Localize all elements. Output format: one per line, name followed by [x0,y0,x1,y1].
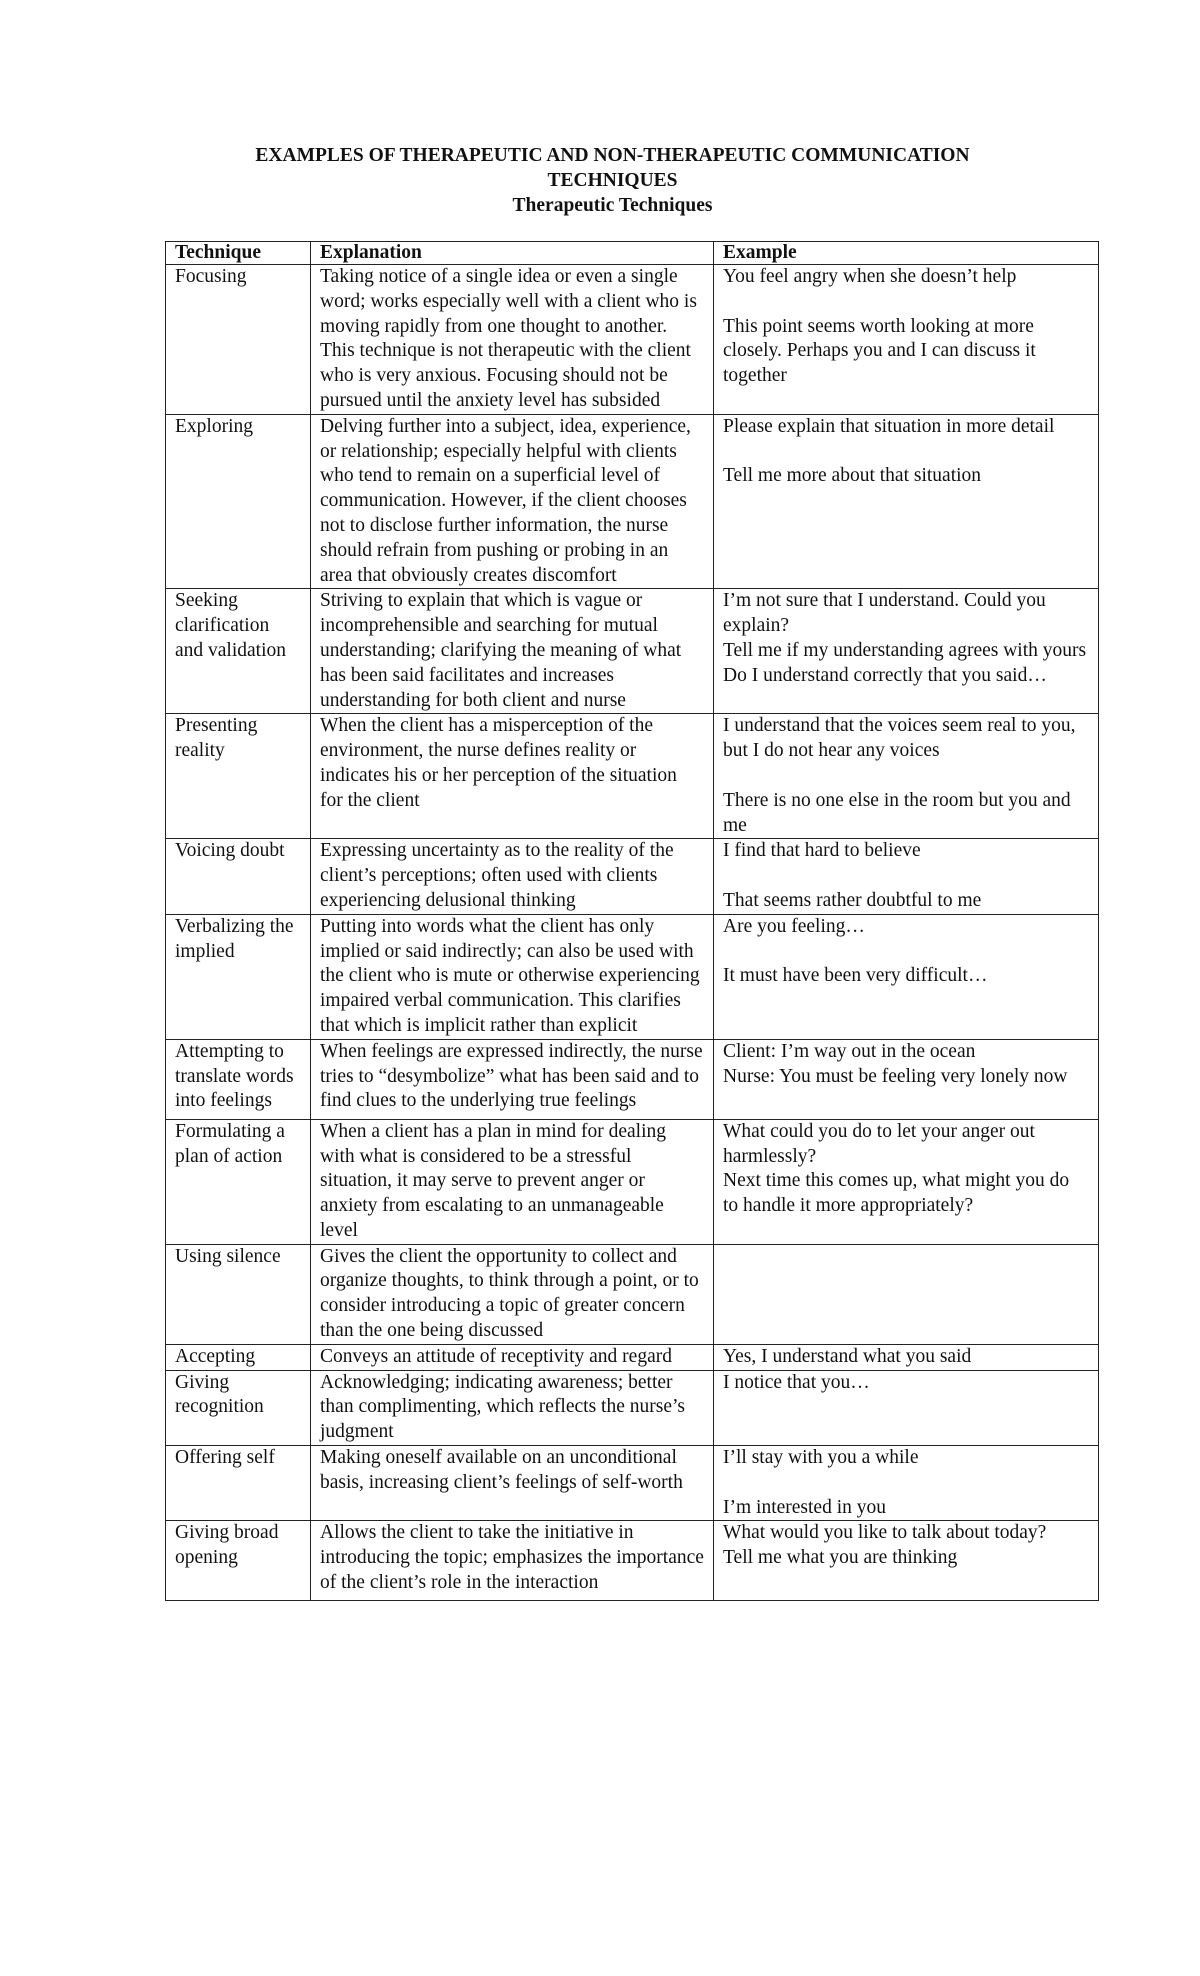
example-line: Do I understand correctly that you said… [723,664,1047,686]
example-line [723,1471,1089,1496]
column-header-example: Example [714,242,1099,265]
technique-cell: Giving broad opening [166,1521,311,1601]
example-line: Nurse: You must be feeling very lonely now [723,1065,1068,1087]
example-line: I’m interested in you [723,1496,886,1518]
example-line [723,940,1089,965]
technique-cell: Attempting to translate words into feelings [166,1039,311,1119]
example-line [723,290,1089,315]
explanation-cell: Conveys an attitude of receptivity and regard [311,1344,714,1370]
table-row [166,714,1099,839]
table-row [166,839,1099,914]
example-cell [714,265,1099,415]
example-cell [714,1521,1099,1601]
example-cell [714,914,1099,1039]
example-cell [714,1344,1099,1370]
techniques-table [165,241,1099,1601]
explanation-cell: When feelings are expressed indirectly, the nurse tries to “desymbolize” what has been said and to find clues to the underlying true feelings [311,1039,714,1119]
explanation-cell: Striving to explain that which is vague or incomprehensible and searching for mutual understanding; clarifying the meaning of what has been said facilitates and increases understanding for both client and nurse [311,589,714,714]
example-line: You feel angry when she doesn’t help [723,266,1017,287]
example-cell [714,1446,1099,1521]
explanation-cell: Allows the client to take the initiative in introducing the topic; emphasizes the importance of the client’s role in the interaction [311,1521,714,1601]
technique-cell: Offering self [166,1446,311,1521]
table-row [166,1521,1099,1601]
example-line: There is no one else in the room but you and me [723,789,1071,836]
table-row [166,414,1099,589]
example-cell [714,1119,1099,1244]
example-cell [714,1370,1099,1445]
example-line: I’ll stay with you a while [723,1447,919,1469]
section-subtitle: Therapeutic Techniques [512,195,713,216]
example-line [723,764,1089,789]
example-line: Tell me more about that situation [723,465,982,487]
technique-cell: Verbalizing the implied [166,914,311,1039]
example-line: Next time this comes up, what might you do to handle it more appropriately? [723,1170,1070,1217]
example-line: That seems rather doubtful to me [723,889,982,911]
technique-cell: Voicing doubt [166,839,311,914]
table-header [166,242,1099,265]
table-body [166,265,1099,1601]
explanation-cell: Delving further into a subject, idea, experience, or relationship; especially helpful with clients who tend to remain on a superficial level of communication. However, if the client chooses not to disclose further information, the nurse should refrain from pushing or probing in an area that obviously creates discomfort [311,414,714,589]
explanation-cell: Making oneself available on an unconditional basis, increasing client’s feelings of self-worth [311,1446,714,1521]
example-line: What would you like to talk about today? [723,1522,1047,1544]
technique-cell: Giving recognition [166,1370,311,1445]
explanation-cell: Acknowledging; indicating awareness; better than complimenting, which reflects the nurse’s judgment [311,1370,714,1445]
example-line [723,864,1089,889]
example-line: I understand that the voices seem real to you, but I do not hear any voices [723,715,1076,762]
table-row [166,1119,1099,1244]
table-row [166,589,1099,714]
example-cell [714,1244,1099,1344]
column-header-technique: Technique [166,242,311,265]
table-row [166,1370,1099,1445]
technique-cell: Focusing [166,265,311,415]
explanation-cell: Taking notice of a single idea or even a single word; works especially well with a client who is moving rapidly from one thought to another. This technique is not therapeutic with the client who is very anxious. Focusing should not be pursued until the anxiety level has subsided [311,265,714,415]
table-row [166,1244,1099,1344]
column-header-explanation: Explanation [311,242,714,265]
example-line [723,440,1089,465]
explanation-cell: Expressing uncertainty as to the reality of the client’s perceptions; often used with clients experiencing delusional thinking [311,839,714,914]
table-row [166,1039,1099,1119]
technique-cell: Presenting reality [166,714,311,839]
explanation-cell: When a client has a plan in mind for dealing with what is considered to be a stressful situation, it may serve to prevent anger or anxiety from escalating to an unmanageable level [311,1119,714,1244]
document-header [165,143,1060,218]
technique-cell: Exploring [166,414,311,589]
example-cell [714,1039,1099,1119]
explanation-cell: When the client has a misperception of the environment, the nurse defines reality or indicates his or her perception of the situation for the client [311,714,714,839]
table-row [166,1446,1099,1521]
example-line: I’m not sure that I understand. Could you explain? [723,590,1046,637]
example-line: Please explain that situation in more detail [723,415,1055,437]
technique-cell: Accepting [166,1344,311,1370]
table-row [166,265,1099,415]
explanation-cell: Gives the client the opportunity to collect and organize thoughts, to think through a point, or to consider introducing a topic of greater concern than the one being discussed [311,1244,714,1344]
technique-cell: Seeking clarification and validation [166,589,311,714]
example-line: It must have been very difficult… [723,965,988,987]
example-line: I find that hard to believe [723,840,921,862]
document-title-line-2: TECHNIQUES [547,170,678,191]
example-line: Yes, I understand what you said [723,1345,972,1367]
table-row [166,914,1099,1039]
example-line: I notice that you… [723,1371,870,1393]
example-line: Client: I’m way out in the ocean [723,1040,976,1062]
document-title-line-1: EXAMPLES OF THERAPEUTIC AND NON-THERAPEUTIC COMMUNICATION [255,145,970,166]
technique-cell: Formulating a plan of action [166,1119,311,1244]
example-line: Tell me if my understanding agrees with yours [723,639,1087,661]
example-line: Tell me what you are thinking [723,1547,958,1569]
table-header-row [166,242,1099,265]
example-cell [714,714,1099,839]
explanation-cell: Putting into words what the client has only implied or said indirectly; can also be used with the client who is mute or otherwise experiencing impaired verbal communication. This clarifies that which is implicit rather than explicit [311,914,714,1039]
table-row [166,1344,1099,1370]
technique-cell: Using silence [166,1244,311,1344]
example-line: Are you feeling… [723,915,865,937]
example-cell [714,839,1099,914]
example-cell [714,414,1099,589]
example-cell [714,589,1099,714]
example-line: This point seems worth looking at more closely. Perhaps you and I can discuss it together [723,315,1036,387]
example-line: What could you do to let your anger out harmlessly? [723,1120,1035,1167]
